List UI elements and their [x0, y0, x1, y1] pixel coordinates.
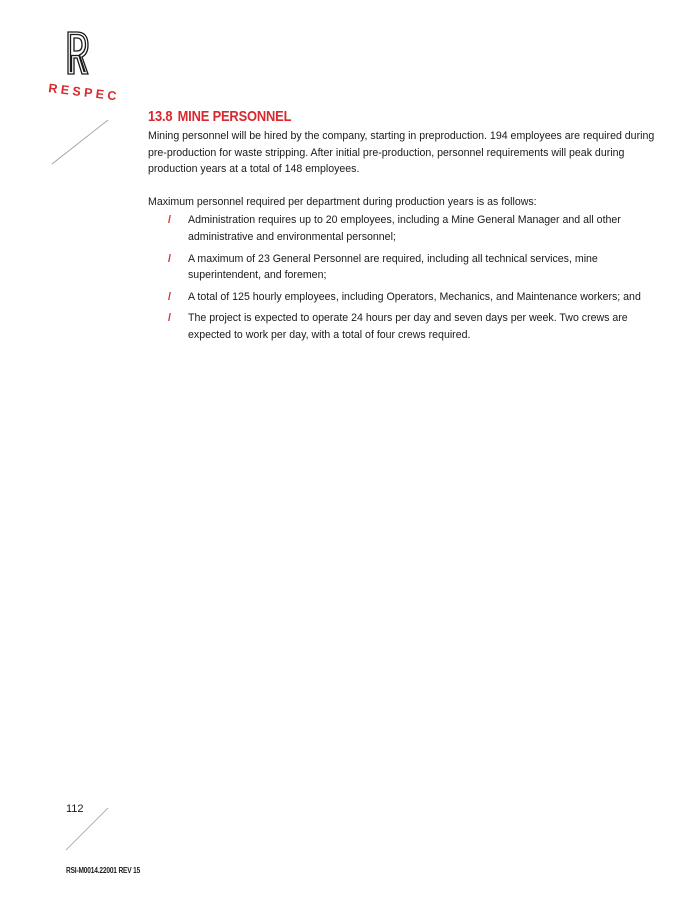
- list-item-text: Administration requires up to 20 employees, including a Mine General Manager and all other administrative and environmental personnel;: [188, 214, 621, 243]
- intro-paragraph: Mining personnel will be hired by the company, starting in preproduction. 194 employees are required during pre-production for waste stripping. After initial pre-production, personnel requirements will peak during production years at a total of 148 employees.: [148, 130, 655, 176]
- respec-wordmark: [46, 76, 116, 110]
- bullet-slash-icon: /: [168, 290, 171, 303]
- respec-r-monogram-icon: [44, 30, 116, 78]
- bullet-slash-icon: /: [168, 252, 171, 265]
- personnel-list: [148, 212, 658, 343]
- bullet-slash-icon: /: [168, 312, 171, 325]
- section-number: 13.8: [148, 108, 173, 125]
- list-item-text: A maximum of 23 General Personnel are required, including all technical services, mine superintendent, and foremen;: [188, 252, 598, 282]
- list-item: [148, 251, 658, 284]
- list-item-text: A total of 125 hourly employees, including Operators, Mechanics, and Maintenance workers; and: [188, 290, 641, 303]
- bullet-slash-icon: /: [168, 214, 171, 227]
- header-diagonal-rule: [50, 118, 110, 166]
- footer-diagonal-rule: [64, 806, 110, 852]
- list-item: [148, 212, 658, 245]
- list-item: [148, 289, 658, 306]
- lead-in-paragraph: Maximum personnel required per department during production years is as follows:: [148, 195, 537, 208]
- document-reference: RSI-M0014.22001 REV 15: [66, 866, 141, 875]
- list-item: [148, 310, 658, 343]
- body-content: [148, 128, 658, 349]
- logo-text: RESPEC: [47, 81, 116, 104]
- section-heading: [148, 108, 291, 125]
- page-number: 112: [66, 803, 84, 815]
- list-item-text: The project is expected to operate 24 hours per day and seven days per week. Two crews are expected to work per day, with a total of four crews required.: [188, 312, 628, 341]
- section-title: MINE PERSONNEL: [177, 108, 292, 125]
